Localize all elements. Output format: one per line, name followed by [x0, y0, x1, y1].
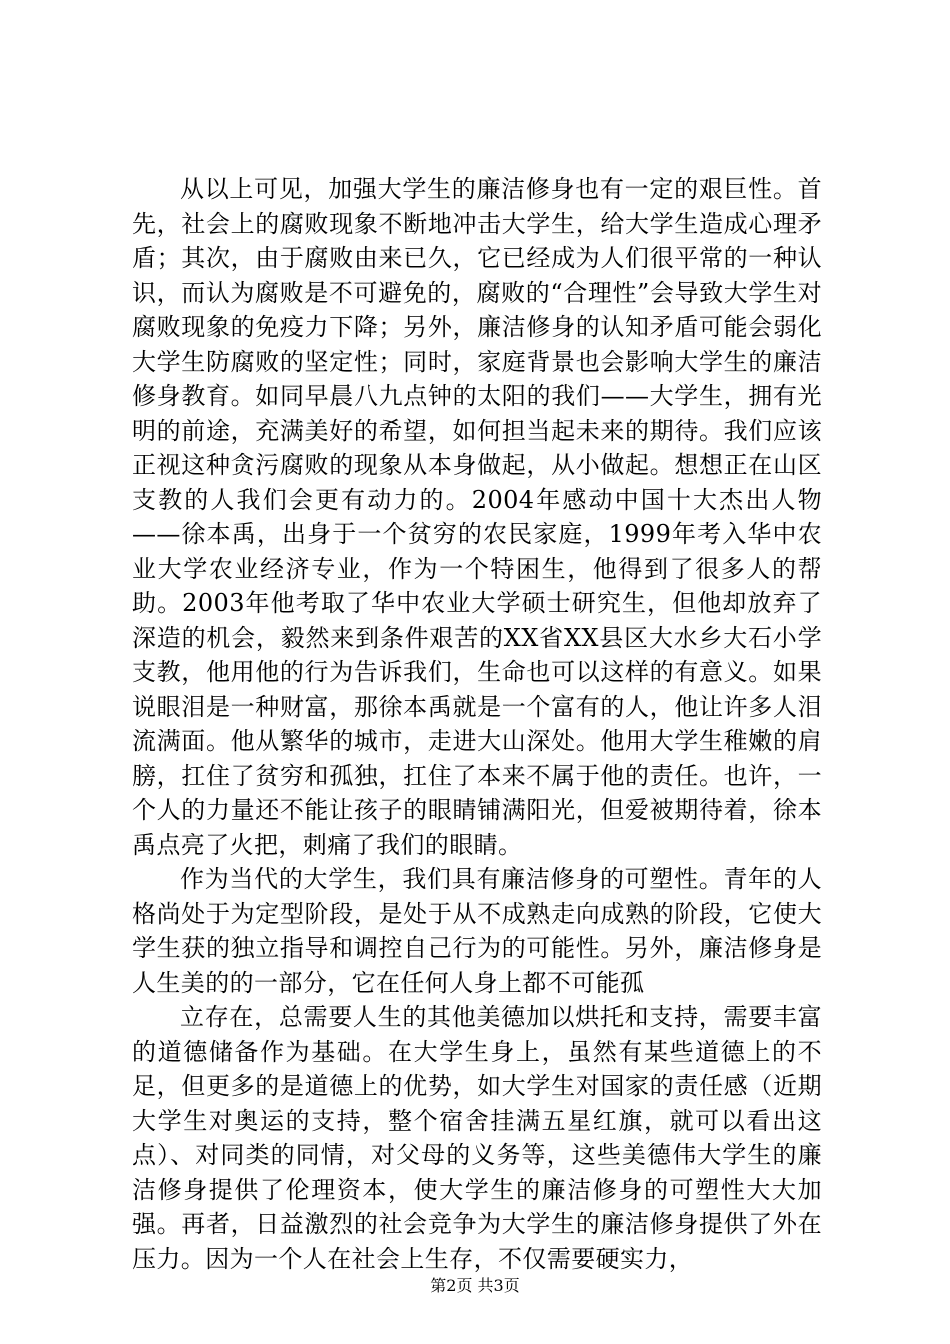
paragraph-2: 作为当代的大学生，我们具有廉洁修身的可塑性。青年的人格尚处于为定型阶段，是处于从不成熟走向成熟的阶段，它使大学生获的独立指导和调控自己行为的可能性。另外，廉洁修身是人生美的的一部分，它在任何人身上都不可能孤 — [132, 865, 822, 997]
page-footer: 第2页 共3页 — [430, 1276, 520, 1295]
paragraph-3: 立存在，总需要人生的其他美德加以烘托和支持，需要丰富的道德储备作为基础。在大学生身上，虽然有某些道德上的不足，但更多的是道德上的优势，如大学生对国家的责任感（近期大学生对奥运的支持，整个宿舍挂满五星红旗，就可以看出这点）、对同类的同情，对父母的义务等，这些美德伟大学生的廉洁修身提供了伦理资本，使大学生的廉洁修身的可塑性大大加强。再者，日益激烈的社会竞争为大学生的廉洁修身提供了外在压力。因为一个人在社会上生存，不仅需要硬实力， — [132, 1003, 822, 1273]
paragraph-1: 从以上可见，加强大学生的廉洁修身也有一定的艰巨性。首先，社会上的腐败现象不断地冲击大学生，给大学生造成心理矛盾；其次，由于腐败由来已久，它已经成为人们很平常的一种认识，而认为腐败是不可避免的，腐败的“合理性”会导致大学生对腐败现象的免疫力下降；另外，廉洁修身的认知矛盾可能会弱化大学生防腐败的坚定性；同时，家庭背景也会影响大学生的廉洁修身教育。如同早晨八九点钟的太阳的我们——大学生，拥有光明的前途，充满美好的希望，如何担当起未来的期待。我们应该正视这种贪污腐败的现象从本身做起，从小做起。想想正在山区支教的人我们会更有动力的。2004年感动中国十大杰出人物——徐本禹，出身于一个贫穷的农民家庭，1999年考入华中农业大学农业经济专业，作为一个特困生，他得到了很多人的帮助。2003年他考取了华中农业大学硕士研究生，但他却放弃了深造的机会，毅然来到条件艰苦的XX省XX县区大水乡大石小学支教，他用他的行为告诉我们，生命也可以这样的有意义。如果说眼泪是一种财富，那徐本禹就是一个富有的人，他让许多人泪流满面。他从繁华的城市，走进大山深处。他用大学生稚嫩的肩膀，扛住了贫穷和孤独，扛住了本来不属于他的责任。也许，一个人的力量还不能让孩子的眼睛铺满阳光，但爱被期待着，徐本禹点亮了火把，刺痛了我们的眼睛。 — [132, 175, 822, 859]
document-body — [132, 172, 822, 1276]
